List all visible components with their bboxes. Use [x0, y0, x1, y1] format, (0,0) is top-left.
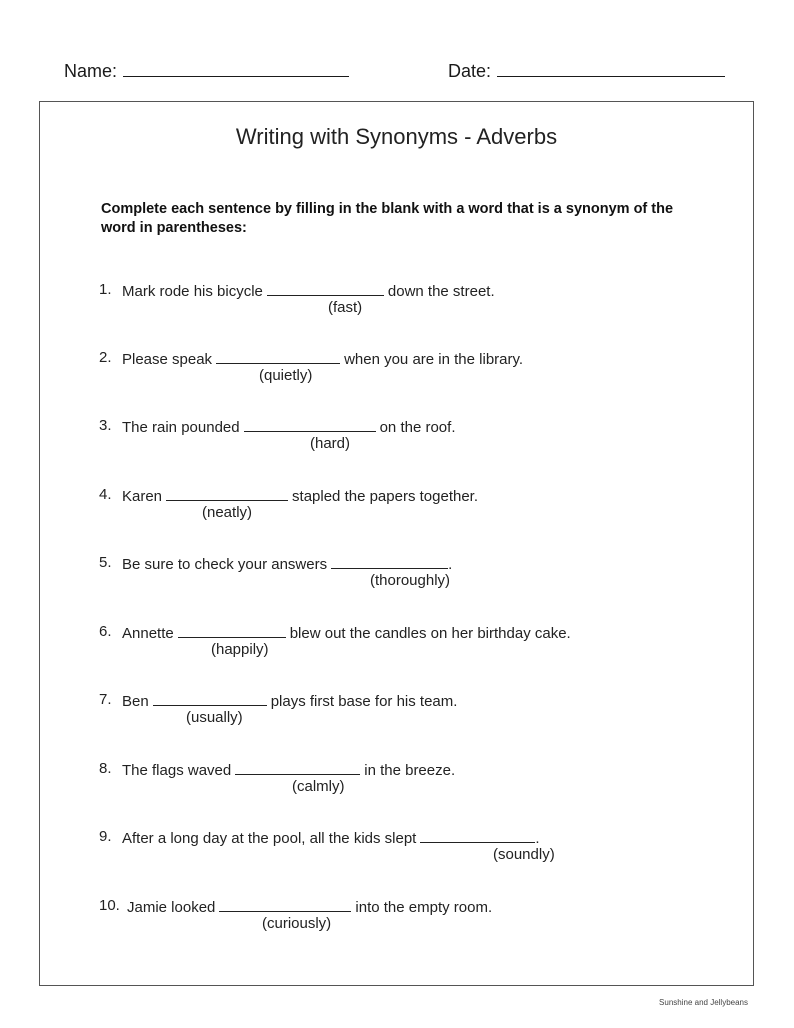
- question-text-after: blew out the candles on her birthday cake.: [289, 625, 571, 642]
- question-text-after: when you are in the library.: [344, 351, 524, 368]
- answer-blank[interactable]: [244, 417, 376, 432]
- question-number: 6.: [99, 623, 112, 640]
- question-number: 3.: [99, 417, 112, 434]
- question-number: 2.: [99, 349, 112, 366]
- hint-word: (happily): [211, 641, 269, 658]
- answer-blank[interactable]: [178, 623, 286, 638]
- question-text-after: in the breeze.: [364, 762, 456, 779]
- question-number: 9.: [99, 828, 112, 845]
- question-text-before: The rain pounded: [122, 419, 240, 436]
- question-text-before: Ben: [122, 693, 149, 710]
- date-label: Date:: [448, 61, 492, 81]
- hint-word: (hard): [310, 435, 351, 452]
- hint-word: (quietly): [259, 367, 313, 384]
- question-number: 4.: [99, 486, 112, 503]
- hint-word: (curiously): [262, 915, 332, 932]
- question-number: 1.: [99, 281, 112, 298]
- hint-word: (calmly): [292, 778, 345, 795]
- question-text-after: plays first base for his team.: [270, 693, 458, 710]
- worksheet-title: Writing with Synonyms - Adverbs: [235, 124, 558, 149]
- name-field[interactable]: [64, 60, 349, 82]
- hint-word: (thoroughly): [370, 572, 451, 589]
- answer-blank[interactable]: [331, 554, 448, 569]
- question-text-before: After a long day at the pool, all the kids slept: [122, 830, 417, 847]
- question-text-after: into the empty room.: [355, 899, 493, 916]
- date-blank[interactable]: [497, 60, 725, 77]
- question-text-before: Jamie looked: [127, 899, 216, 916]
- hint-word: (soundly): [493, 846, 555, 863]
- question-text-before: Karen: [122, 488, 163, 505]
- question-text-after: on the roof.: [379, 419, 456, 436]
- name-label: Name:: [64, 61, 118, 81]
- answer-blank[interactable]: [216, 349, 340, 364]
- question-text-before: Mark rode his bicycle: [122, 283, 263, 300]
- date-field[interactable]: [448, 60, 725, 82]
- answer-blank[interactable]: [219, 897, 351, 912]
- answer-blank[interactable]: [420, 828, 535, 843]
- answer-blank[interactable]: [235, 760, 360, 775]
- hint-word: (fast): [328, 299, 363, 316]
- name-blank[interactable]: [123, 60, 349, 77]
- hint-word: (usually): [186, 709, 243, 726]
- question-text-before: Be sure to check your answers: [122, 556, 328, 573]
- question-text-after: .: [448, 556, 453, 573]
- question-number: 5.: [99, 554, 112, 571]
- footer-credit: Sunshine and Jellybeans: [659, 998, 748, 1007]
- question-text-before: The flags waved: [122, 762, 232, 779]
- answer-blank[interactable]: [166, 486, 288, 501]
- answer-blank[interactable]: [267, 281, 384, 296]
- instructions: Complete each sentence by filling in the blank with a word that is a synonym of the word in parentheses:: [101, 201, 674, 236]
- question-text-after: stapled the papers together.: [292, 488, 479, 505]
- question-number: 7.: [99, 691, 112, 708]
- question-text-after: down the street.: [387, 283, 495, 300]
- question-number: 8.: [99, 760, 112, 777]
- question-text-after: .: [535, 830, 540, 847]
- question-text-before: Please speak: [122, 351, 213, 368]
- question-number: 10.: [99, 897, 120, 914]
- worksheet-frame: [39, 101, 754, 986]
- answer-blank[interactable]: [153, 691, 267, 706]
- question-text-before: Annette: [122, 625, 174, 642]
- hint-word: (neatly): [202, 504, 253, 521]
